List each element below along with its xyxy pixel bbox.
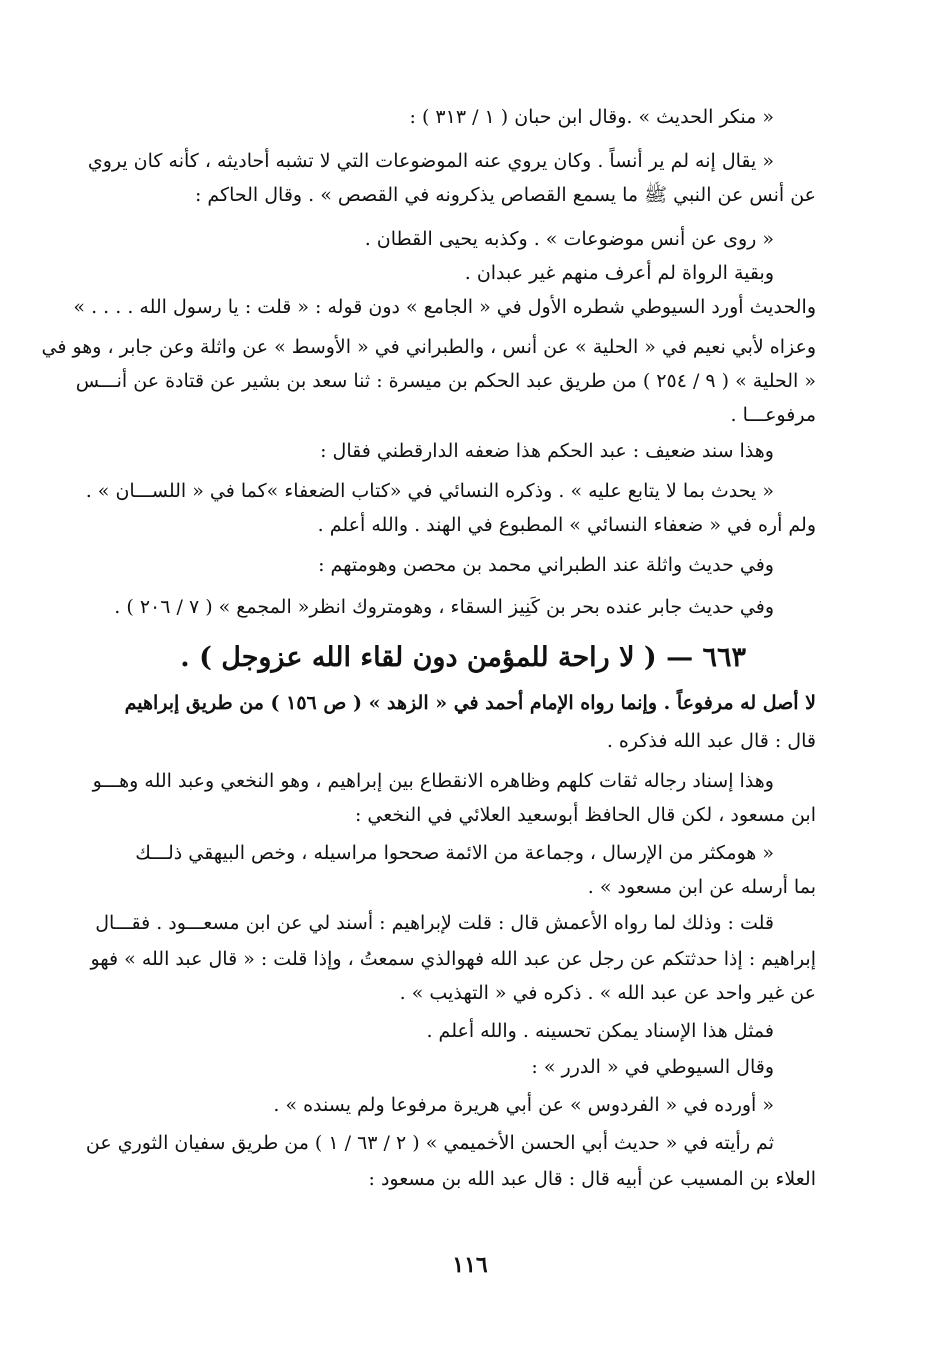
text-line: ولم أره في « ضعفاء النسائي » المطبوع في الهند . والله أعلم .	[317, 514, 816, 536]
text-line: « هومكثر من الإرسال ، وجماعة من الائمة صححوا مراسيله ، وخص البيهقي ذلـــك	[135, 842, 774, 864]
text-line: وفي حديث جابر عنده بحر بن كَنِيز السقاء ، وهومتروك انظر« المجمع » ( ٧ / ٢٠٦ ) .	[114, 596, 774, 618]
text-line: قلت : وذلك لما رواه الأعمش قال : قلت لإبراهيم : أسند لي عن ابن مسعـــود . فقـــال	[95, 912, 774, 934]
text-line: عن غير واحد عن عبد الله » . ذكره في « التهذيب » .	[399, 982, 816, 1004]
text-line: « الحلية » ( ٩ / ٢٥٤ ) من طريق عبد الحكم بن ميسرة : ثنا سعد بن بشير عن قتادة عن أنـــس	[75, 370, 816, 392]
text-line: وعزاه لأبي نعيم في « الحلية » عن أنس ، والطبراني في « الأوسط » عن واثلة وعن جابر ، وهو في	[41, 336, 816, 358]
text-line: وهذا إسناد رجاله ثقات كلهم وظاهره الانقطاع بين إبراهيم ، وهو النخعي وعبد الله وهـــو	[92, 770, 774, 792]
text-line: بما أرسله عن ابن مسعود » .	[587, 876, 816, 898]
text-line: عن أنس عن النبي ﷺ ما يسمع القصاص يذكرونه في القصص » . وقال الحاكم :	[194, 184, 816, 206]
text-line: قال : قال عبد الله فذكره .	[606, 730, 816, 752]
text-line: وفي حديث واثلة عند الطبراني محمد بن محصن وهومتهم :	[318, 554, 774, 576]
text-line: ابن مسعود ، لكن قال الحافظ أبوسعيد العلائي في النخعي :	[354, 804, 816, 826]
text-line: وبقية الرواة لم أعرف منهم غير عبدان .	[464, 262, 774, 284]
text-line: العلاء بن المسيب عن أبيه قال : قال عبد الله بن مسعود :	[368, 1168, 816, 1190]
text-line: مرفوعـــا .	[730, 404, 816, 426]
page-number: ١١٦	[452, 1252, 488, 1278]
text-line: « روى عن أنس موضوعات » . وكذبه يحيى القطان .	[364, 228, 774, 250]
section-heading: ٦٦٣ — ( لا راحة للمؤمن دون لقاء الله عزوجل ) .	[180, 642, 746, 673]
text-line: وهذا سند ضعيف : عبد الحكم هذا ضعفه الدارقطني فقال :	[320, 440, 774, 462]
text-line: « يحدث بما لا يتابع عليه » . وذكره النسائي في «كتاب الضعفاء »كما في « اللســـان » .	[85, 480, 774, 502]
text-line: والحديث أورد السيوطي شطره الأول في « الجامع » دون قوله : « قلت : يا رسول الله . . . . »	[73, 296, 816, 318]
text-line: وقال السيوطي في « الدرر » :	[531, 1056, 774, 1078]
text-line: « منكر الحديث » .وقال ابن حبان ( ١ / ٣١٣ ) :	[409, 106, 774, 128]
text-line: « يقال إنه لم ير أنساً . وكان يروي عنه الموضوعات التي لا تشبه أحاديثه ، كأنه كان يروي	[87, 150, 774, 172]
text-line: « أورده في « الفردوس » عن أبي هريرة مرفوعا ولم يسنده » .	[273, 1094, 774, 1116]
text-line: فمثل هذا الإسناد يمكن تحسينه . والله أعلم .	[426, 1020, 774, 1042]
text-line: لا أصل له مرفوعاً . وإنما رواه الإمام أحمد في « الزهد » ( ص ١٥٦ ) من طريق إبراهيم	[124, 692, 816, 714]
text-line: إبراهيم : إذا حدثتكم عن رجل عن عبد الله فهوالذي سمعتُ ، وإذا قلت : « قال عبد الله » فهو	[90, 948, 816, 970]
text-line: ثم رأيته في « حديث أبي الحسن الأخميمي » ( ٢ / ٦٣ / ١ ) من طريق سفيان الثوري عن	[85, 1132, 774, 1154]
